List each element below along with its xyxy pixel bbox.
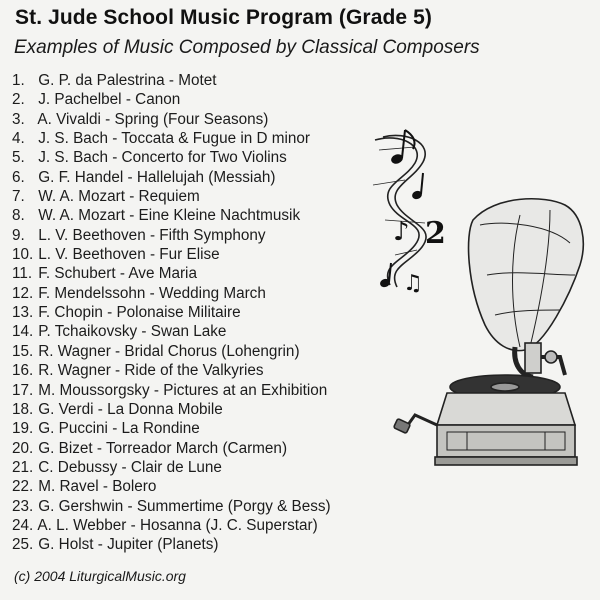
track-title: G. Bizet - Torreador March (Carmen)	[38, 439, 288, 457]
track-item	[12, 226, 331, 245]
track-title: R. Wagner - Ride of the Valkyries	[38, 362, 264, 380]
track-number: 10.	[12, 246, 34, 264]
track-title: F. Chopin - Polonaise Militaire	[38, 304, 241, 322]
track-number: 5.	[12, 149, 25, 167]
track-number: 25.	[12, 536, 34, 554]
track-title: A. L. Webber - Hosanna (J. C. Superstar)	[37, 516, 318, 534]
track-number: 16.	[12, 362, 34, 380]
track-number: 18.	[12, 400, 34, 418]
track-title: W. A. Mozart - Requiem	[38, 188, 200, 206]
page-subtitle: Examples of Music Composed by Classical Composers	[14, 37, 480, 58]
track-item	[12, 206, 331, 225]
track-item	[12, 322, 331, 341]
track-title: P. Tchaikovsky - Swan Lake	[38, 323, 227, 341]
track-item	[12, 245, 331, 264]
track-number: 3.	[12, 110, 25, 128]
track-title: G. Holst - Jupiter (Planets)	[38, 536, 219, 554]
track-item	[12, 71, 331, 90]
track-number: 12.	[12, 284, 34, 302]
track-item	[12, 361, 331, 380]
track-number: 22.	[12, 478, 34, 496]
track-number: 20.	[12, 439, 34, 457]
track-item	[12, 400, 331, 419]
track-title: M. Ravel - Bolero	[38, 478, 157, 496]
track-number: 14.	[12, 323, 34, 341]
track-item	[12, 439, 331, 458]
track-item	[12, 381, 331, 400]
track-number: 7.	[12, 188, 25, 206]
track-title: G. F. Handel - Hallelujah (Messiah)	[38, 168, 276, 186]
gramophone-icon	[394, 199, 584, 465]
track-title: F. Mendelssohn - Wedding March	[38, 284, 266, 302]
track-number: 4.	[12, 130, 25, 148]
track-item	[12, 535, 331, 554]
track-number: 23.	[12, 497, 34, 515]
track-title: R. Wagner - Bridal Chorus (Lohengrin)	[38, 342, 300, 360]
track-item	[12, 264, 331, 283]
svg-text:♪: ♪	[393, 217, 410, 247]
track-number: 8.	[12, 207, 25, 225]
track-title: W. A. Mozart - Eine Kleine Nachtmusik	[38, 207, 301, 225]
track-title: A. Vivaldi - Spring (Four Seasons)	[37, 110, 269, 128]
track-number: 24.	[12, 516, 34, 534]
track-title: L. V. Beethoven - Fur Elise	[38, 246, 220, 264]
track-title: G. Puccini - La Rondine	[38, 420, 200, 438]
track-title: L. V. Beethoven - Fifth Symphony	[38, 226, 266, 244]
track-item	[12, 303, 331, 322]
track-item	[12, 284, 331, 303]
track-number: 21.	[12, 458, 34, 476]
track-item	[12, 148, 331, 167]
track-number: 19.	[12, 420, 34, 438]
track-item	[12, 516, 331, 535]
track-item	[12, 110, 331, 129]
track-number: 1.	[12, 72, 25, 89]
track-item	[12, 168, 331, 187]
track-number: 6.	[12, 168, 25, 186]
svg-text:2: 2	[425, 216, 446, 251]
track-item	[12, 497, 331, 516]
page-title: St. Jude School Music Program (Grade 5)	[15, 6, 432, 29]
track-number: 2.	[12, 91, 25, 109]
track-title: G. Verdi - La Donna Mobile	[38, 400, 223, 418]
track-number: 13.	[12, 304, 34, 322]
track-number: 9.	[12, 226, 25, 244]
track-item	[12, 129, 331, 148]
track-item	[12, 90, 331, 109]
track-title: J. S. Bach - Toccata & Fugue in D minor	[38, 130, 311, 148]
track-item	[12, 419, 331, 438]
track-item	[12, 458, 331, 477]
track-number: 17.	[12, 381, 34, 399]
track-title: C. Debussy - Clair de Lune	[38, 458, 222, 476]
track-number: 15.	[12, 342, 34, 360]
track-title: J. S. Bach - Concerto for Two Violins	[38, 149, 287, 167]
track-title: J. Pachelbel - Canon	[38, 91, 181, 109]
svg-text:♫: ♫	[403, 271, 423, 296]
track-number: 11.	[12, 265, 33, 283]
track-title: M. Moussorgsky - Pictures at an Exhibition	[38, 381, 328, 399]
track-title: F. Schubert - Ave Maria	[38, 265, 197, 283]
copyright-text: (c) 2004 LiturgicalMusic.org	[14, 568, 186, 584]
gramophone-illustration	[355, 125, 595, 475]
track-item	[12, 342, 331, 361]
track-item	[12, 187, 331, 206]
track-list	[12, 71, 331, 555]
track-title: G. Gershwin - Summertime (Porgy & Bess)	[38, 497, 331, 515]
track-item	[12, 477, 331, 496]
track-title: G. P. da Palestrina - Motet	[38, 72, 217, 89]
